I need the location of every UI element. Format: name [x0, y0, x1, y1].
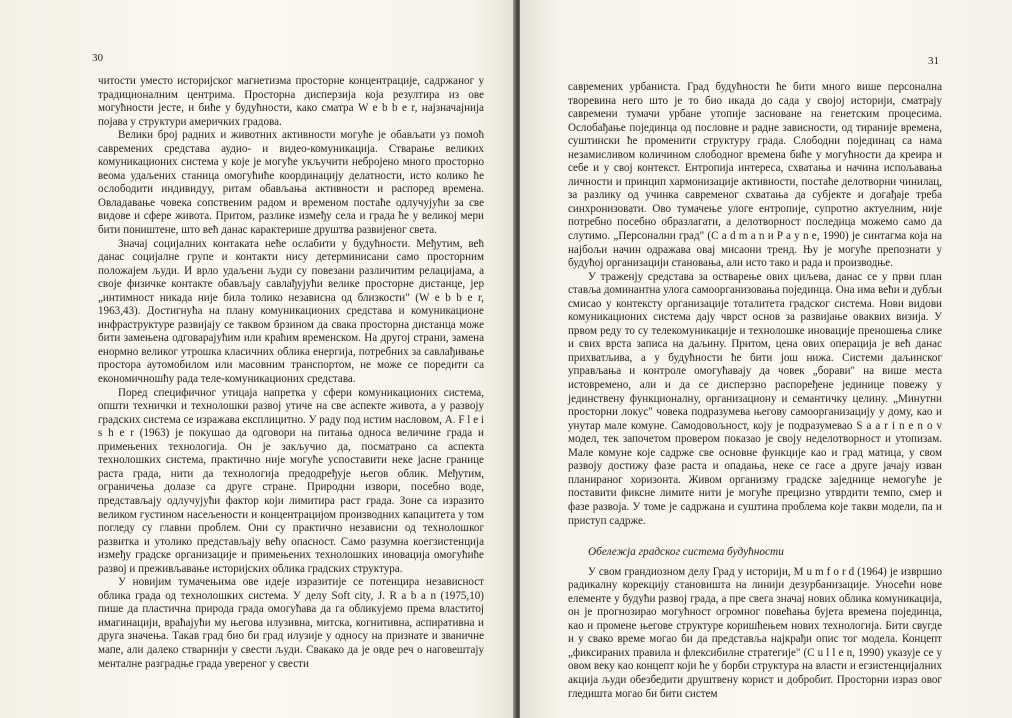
paragraph: Поред специфичног утицаја напретка у сфери комуникационих система, општи технички и технолошки развој утиче на све аспекте живота, а у развоју градских система се изражава експлицитно. У раду под истим насловом, A. F l e i s h e r (1963) је покушао да одговори на питања односа величине града и примењених технологија. Он је закључио да, посматрано са аспекта технолошких система, практично није могуће успоставити неке јасне границе раста града, нити да технологија предодређује његов облик. Међутим, ограничења долазе са друге стране. Природни извори, посебно воде, представљају одлучујући фактор који лимитира раст града. Зоне са изразито великом густином насељености и концентрацијом производних капацитета у том погледу су главни проблем. Они су практично независни од технолошког развитка и утолико представљају већу опасност. Само разумна коегзистенција између градске организације и примењених технолошких иновација омогућиће развој и преживљавање историјских облика градских структура.	[98, 386, 484, 575]
left-page-body	[98, 75, 484, 671]
right-page	[520, 0, 1012, 718]
page-number: 31	[928, 55, 939, 67]
paragraph: У свом грандиозном делу Град у историји, M u m f o r d (1964) је извршио радикалну корекцију становишта на линији дезурбанизације. Уносећи нове елементе у будући развој града, а пре свега значај нових облика комуникација, он је прогнозирао могућност огромног повећања бујета времена појединца, као и промене његове структуре коришћењем нових технологија. Бити свугде и у свако време могао би да представља најкрађи опис тог модела. Концепт „фиксираних правила и флексибилне стратегије" (C u l l e n, 1990) указује се у овом веку као концепт који ће у борби структура на власти и егзистенцијалних акција људи обезбедити друштвену корист и добробит. Просторни израз овог гледишта могао би бити систем	[568, 565, 942, 700]
section-heading: Обележја градског система будућности	[588, 546, 784, 559]
paragraph: У новијим тумачењима ове идеје изразитије се потенцира независност облика града од технолошких система. У делу Soft city, J. R a b a n (1975,10) пише да пластична природа града омогућава да га обликујемо према властитој имагинацији, враћајући му његова илузивна, митска, когнитивна, аспиративна и друга значења. Такав град био би град илузије у односу на признате и званичне мапе, али далеко стварнији у свести људи. Свакако да је овде реч о наговештају менталне разградње града увереног у свести	[98, 576, 484, 670]
right-page-body	[568, 81, 942, 701]
paragraph: Велики број радних и животних активности могуће је обављати уз помоћ савремених средстава аудио- и видео-комуникација. Стварање великих комуникационих система у које је могуће укључити небројено много просторно веома удаљених станица омогућиће координацију делатности, исто колико ће ослободити индивидуу, ритам обављања активности и распоред времена. Овладавање човека сопственим радом и временом постаће одлучујући за све видове и сфере живота. Притом, разлике између села и града ће у великој мери бити поништене, што већ данас карактерише друштва развијеног света.	[98, 129, 484, 237]
paragraph: У траженју средстава за остварење ових циљева, данас се у први план ставља доминантна улога самоорганизовања појединца. Она има већи и дубљи смисао у контексту организације тоталитета градског система. Нови видови комуникационих система дају чврст основ за развијање оваквих визија. У првом реду то су телекомуникације и технолошке иновације преношења слике и свих врста записа на даљину. Притом, цена ових операција је већ данас прихватљива, а у будућности ће бити још нижа. Системи даљинског управљања и контроле омогућавају да човек „борави" на више места истовремено, али и да се дисперзно распоређене јединице повежу у јединствену функционалну, организациону и семантичку целину. „Минутни просторни локус" човека подразумева његову самоорганизацију у дому, као и унутар мале комуне. Самодовољност, коју је подразумевао S a a r i n e n о v модел, тек започетом провером показао је своју неделотворност и утопизам. Мале комуне које садрже све основне функције као и град матица, у свом развоју достижу фазе раста и опадања, неке се гасе а друге јачају изван планираног хоризонта. Живом организму градске заједнице немогуће је поставити фиксне лимите нити је могуће прецизно утврдити темпо, смер и фазе развоја. У томе је садржана и суштина проблема које такви модели, па и приступ садрже.	[568, 270, 942, 527]
page-number: 30	[92, 52, 103, 64]
paragraph: Значај социјалних контаката неће ослабити у будућности. Међутим, већ данас социјалне групе и контакти нису детерминисани само просторним положајем људи. И врло удаљени људи су повезани различитим релацијама, а своје физичке контакте обављају савлађујући велике просторне дистанце, јер „интимност никада није била толико независна од близкости" (W e b b e r, 1963,43). Достигнућа на плану комуникационих средстава и комуникационе инфраструктуре развијају се таквом брзином да свака просторна дистанца може бити замењена одговарајућим или краћим временском. На другој страни, замена енормно великог утрошка класичних облика енергија, потребних за савлађивање простора аутомобилом или масовним транспортом, не може се поредити са економичношћу рада теле-комуникационих средстава.	[98, 237, 484, 386]
paragraph: читости уместо историјског магнетизма просторне концентрације, садржаног у традиционалним центрима. Просторна дисперзија која резултира из ове могућности јесте, и биће у будућности, како сматра W e b b e r, најзначајнија појава у структури америчких градова.	[98, 75, 484, 128]
paragraph: савремених урбаниста. Град будућности ће бити много више персонална творевина него што је то био икада до сада у својој историји, сматрају савремени тумачи урбане утопије засноване на генетским процесима. Ослобађање појединца од пословне и радне зависности, од тираније времена, суштински ће променити структуру града. Слободни појединац са нама незамисливом количином слободног времена биће у могућности да креира и себе и у свој контекст. Ентропија интереса, схватања и начина испољавања личности и принцип хармонизације активности, постаће делотворни чинилац, за разлику од учинка савременог схватања да субјекте и догађаје треба синхронизовати. Ово тумачење улоге ентропије, супротно актуелним, није потребно посебно образлагати, а делотворност последица можемо само да слутимо. „Персонални град" (C a d m a n и P a y n e, 1990) је синтагма која на најбољи начин одражава овај мисаони тренд. Њу је могуће препознати у будућој организацији становања, али исто тако и рада и производње.	[568, 81, 942, 270]
